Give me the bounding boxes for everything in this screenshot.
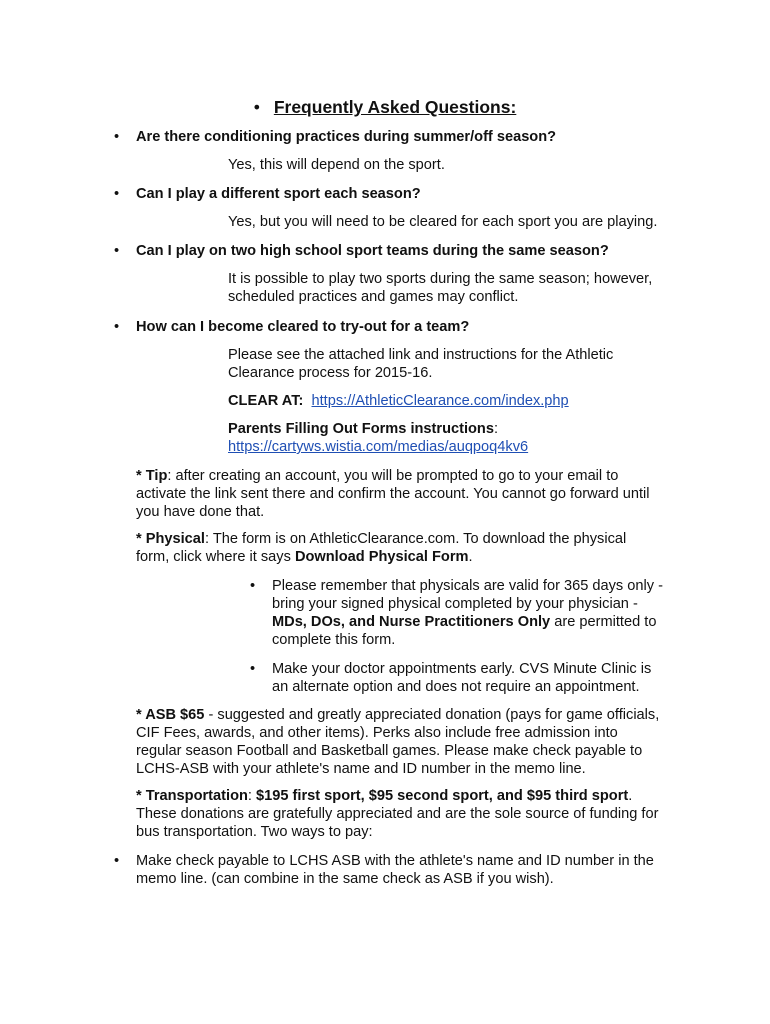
- tip-line: activate the link sent there and confirm the account. You cannot go forward until: [136, 486, 650, 502]
- parents-colon: :: [493, 421, 499, 437]
- answer-line: scheduled practices and games may conflict.: [228, 289, 519, 305]
- colon: :: [247, 788, 257, 804]
- transportation-paragraph: [136, 787, 696, 841]
- period: .: [468, 549, 473, 565]
- sub-bullet-line: an alternate option and does not require an appointment.: [272, 679, 640, 695]
- sub-bullet-line: are permitted to: [550, 614, 657, 630]
- physical-paragraph: [136, 530, 696, 566]
- asb-line: CIF Fees, awards, and other items). Perks also include free admission into: [136, 725, 618, 741]
- tip-paragraph: [136, 467, 696, 521]
- asb-line: - suggested and greatly appreciated donation (pays for game officials,: [204, 707, 660, 723]
- bullet: •: [114, 243, 120, 259]
- physical-line: : The form is on AthleticClearance.com. To download the physical: [204, 531, 627, 547]
- sub-bullet-line: Please remember that physicals are valid for 365 days only -: [272, 578, 663, 594]
- sub-bullet-line: bring your signed physical completed by your physician -: [272, 596, 638, 612]
- bullet: •: [114, 129, 120, 145]
- clear-at-line: [228, 392, 688, 410]
- answer-line: It is possible to play two sports during the same season; however,: [228, 271, 653, 287]
- physical-label: * Physical: [136, 531, 205, 547]
- transportation-label: * Transportation: [136, 788, 248, 804]
- sub-bullet-line: complete this form.: [272, 632, 396, 648]
- bullet: •: [114, 853, 120, 869]
- faq-answer-1: [228, 156, 688, 174]
- sub-bullet-line: Make your doctor appointments early. CVS Minute Clinic is: [272, 661, 652, 677]
- download-physical-form-text: Download Physical Form: [294, 549, 469, 565]
- answer-text: Yes, this will depend on the sport.: [228, 157, 445, 173]
- transportation-prices: $195 first sport, $95 second sport, and $95 third sport: [256, 788, 629, 804]
- bullet: •: [250, 578, 256, 594]
- transportation-line: These donations are gratefully appreciated and are the sole source of funding for: [136, 806, 659, 822]
- tip-line: : after creating an account, you will be prompted to go to your email to: [167, 468, 619, 484]
- question-text: How can I become cleared to try-out for a team?: [136, 319, 470, 335]
- asb-paragraph: [136, 706, 696, 778]
- page-title: Frequently Asked Questions:: [273, 97, 517, 117]
- heading-bullet: •: [253, 97, 260, 117]
- faq-answer-4: [228, 346, 688, 382]
- bullet: •: [114, 186, 120, 202]
- question-text: Can I play on two high school sport teams during the same season?: [136, 243, 609, 259]
- transportation-line: bus transportation. Two ways to pay:: [136, 824, 373, 840]
- tip-label: * Tip: [136, 468, 168, 484]
- answer-line: Please see the attached link and instructions for the Athletic: [228, 347, 614, 363]
- answer-text: Yes, but you will need to be cleared for each sport you are playing.: [228, 214, 658, 230]
- payment-line: Make check payable to LCHS ASB with the athlete's name and ID number in the: [136, 853, 654, 869]
- bullet: •: [250, 661, 256, 677]
- athletic-clearance-link[interactable]: https://AthleticClearance.com/index.php: [311, 393, 569, 409]
- faq-heading: [0, 96, 770, 118]
- period: .: [628, 788, 633, 804]
- asb-line: LCHS-ASB with your athlete's name and ID number in the memo line.: [136, 761, 586, 777]
- wistia-instructions-link[interactable]: https://cartyws.wistia.com/medias/auqpoq4kv6: [228, 439, 529, 455]
- faq-answer-2: [228, 213, 688, 231]
- question-text: Can I play a different sport each season?: [136, 186, 421, 202]
- question-text: Are there conditioning practices during summer/off season?: [136, 129, 557, 145]
- asb-line: regular season Football and Basketball games. Please make check payable to: [136, 743, 643, 759]
- clear-at-label: CLEAR AT:: [228, 393, 304, 409]
- answer-line: Clearance process for 2015-16.: [228, 365, 433, 381]
- asb-label: * ASB $65: [136, 707, 205, 723]
- faq-answer-3: [228, 270, 688, 306]
- physical-line: form, click where it says: [136, 549, 295, 565]
- bullet: •: [114, 319, 120, 335]
- payment-line: memo line. (can combine in the same check as ASB if you wish).: [136, 871, 554, 887]
- tip-line: you have done that.: [136, 504, 265, 520]
- parents-label: Parents Filling Out Forms instructions: [228, 421, 494, 437]
- parents-instructions: [228, 420, 688, 456]
- practitioners-text: MDs, DOs, and Nurse Practitioners Only: [272, 614, 551, 630]
